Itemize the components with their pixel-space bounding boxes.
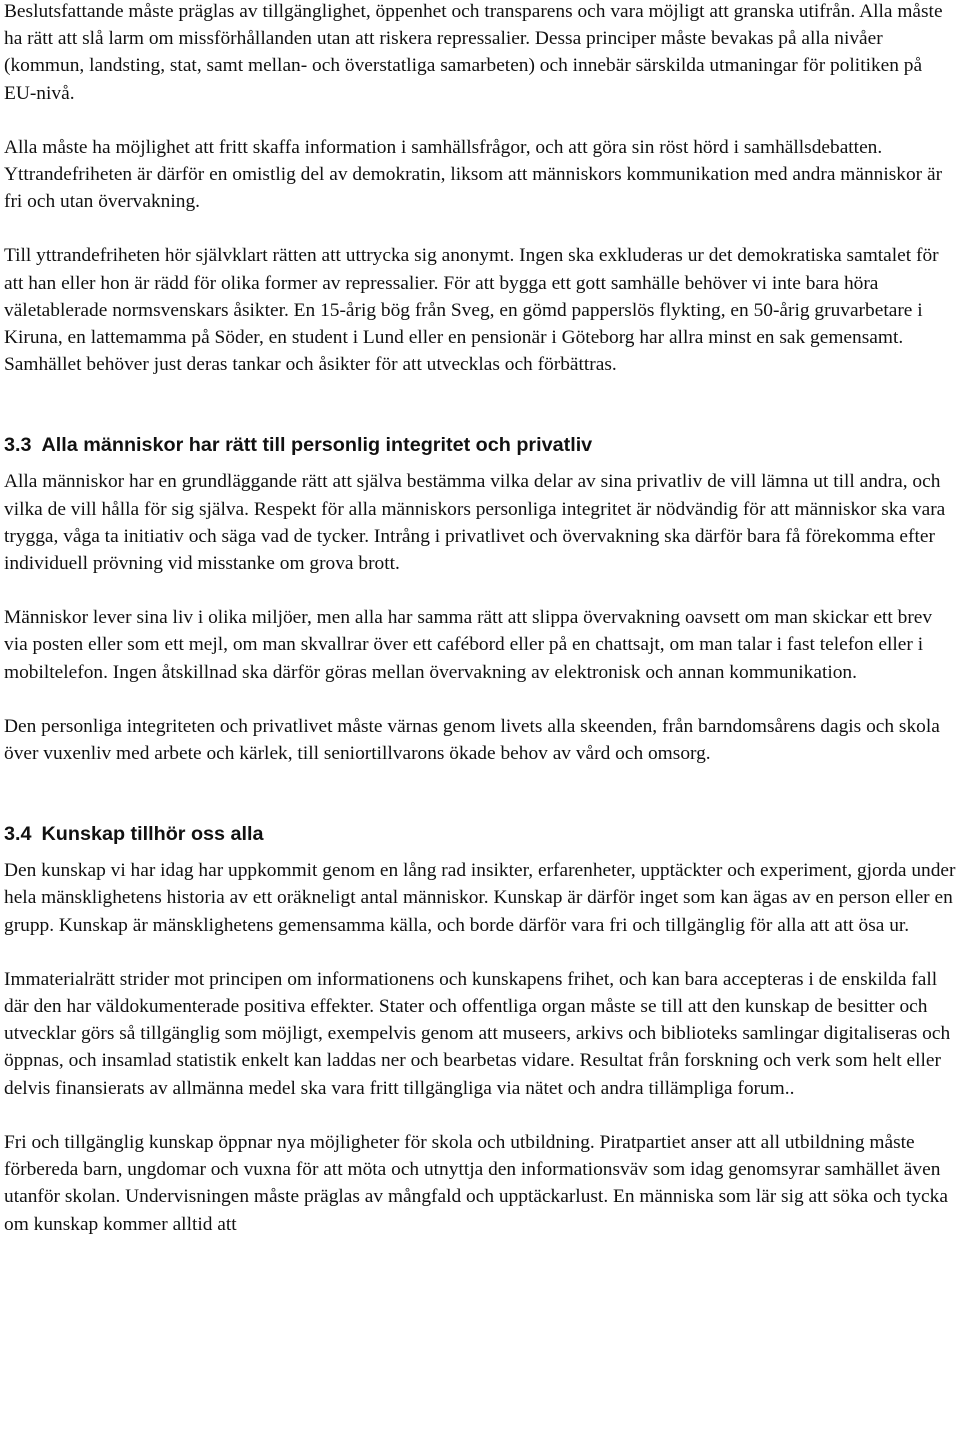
section-spacer bbox=[4, 794, 956, 821]
section-spacer bbox=[4, 405, 956, 432]
intro-paragraph-2: Alla måste ha möjlighet att fritt skaffa information i samhällsfrågor, och att göra sin röst hörd i samhällsdebatten. Yttrandefriheten är därför en omistlig del av demokratin, liksom att människors kommunikation med andra människor är fri och utan övervakning. bbox=[4, 136, 943, 213]
section-heading-3-4 bbox=[4, 821, 956, 848]
section-heading-3-3 bbox=[4, 432, 956, 459]
section-title: Alla människor har rätt till personlig integritet och privatliv bbox=[41, 434, 593, 457]
section-number: 3.4 bbox=[4, 823, 32, 846]
section-3-3-paragraph-3: Den personliga integriteten och privatlivet måste värnas genom livets alla skeenden, från barndomsårens dagis och skola över vuxenliv med arbete och kärlek, till seniortillvarons ökade behov av vård och omsorg. bbox=[4, 715, 940, 765]
section-3-4-paragraph-2: Immaterialrätt strider mot principen om informationens och kunskapens frihet, och kan bara accepteras i de enskilda fall där den har väldokumenterade positiva effekter. Stater och offentliga organ måste se till att den kunskap de besitter och utvecklar görs så tillgänglig som möjligt, exempelvis genom att museers, arkivs och biblioteks samlingar digitaliseras och öppnas, och insamlad statistik enkelt kan laddas ner och bearbetas vidare. Resultat från forskning och verk som helt eller delvis finansierats av allmänna medel ska vara fritt tillgängliga via nätet och andra tillämpliga forum.. bbox=[4, 968, 951, 1099]
document-page bbox=[4, 0, 956, 1265]
intro-paragraph-1: Beslutsfattande måste präglas av tillgänglighet, öppenhet och transparens och vara möjligt att granska utifrån. Alla måste ha rätt att slå larm om missförhållanden utan att riskera repressalier. Dessa principer måste bevakas på alla nivåer (kommun, landsting, stat, samt mellan- och överstatliga samarbeten) och innebär särskilda utmaningar för politiken på EU-nivå. bbox=[4, 1, 943, 104]
intro-paragraph-3: Till yttrandefriheten hör självklart rätten att uttrycka sig anonymt. Ingen ska exkluderas ur det demokratiska samtalet för att han eller hon är rädd för olika former av repressalier. För att bygga ett gott samhälle behöver vi inte bara höra väletablerade normsvenskars åsikter. En 15-årig bög från Sveg, en gömd papperslös flykting, en 50-årig gruvarbetare i Kiruna, en lattemamma på Söder, en student i Lund eller en pensionär i Göteborg har allra minst en sak gemensamt. Samhället behöver just deras tankar och åsikter för att utvecklas och förbättras. bbox=[4, 245, 939, 376]
section-3-4-paragraph-3: Fri och tillgänglig kunskap öppnar nya möjligheter för skola och utbildning. Piratpartiet anser att all utbildning måste förbereda barn, ungdomar och vuxna för att möta och utnyttja den informationsväv som idag genomsyrar samhället även utanför skolan. Undervisningen måste präglas av mångfald och upptäckarlust. En människa som lär sig att söka och tycka om kunskap kommer alltid att bbox=[4, 1131, 948, 1235]
section-3-3-paragraph-1: Alla människor har en grundläggande rätt att själva bestämma vilka delar av sina privatliv de vill lämna ut till andra, och vilka de vill hålla för sig själva. Respekt för alla människors personliga integritet är nödvändig för att människor ska vara trygga, våga ta initiativ och säga vad de tycker. Intrång i privatlivet och övervakning ska därför bara få förekomma efter individuell prövning vid misstanke om grova brott. bbox=[4, 471, 946, 575]
section-number: 3.3 bbox=[4, 434, 32, 457]
section-3-4-paragraph-1: Den kunskap vi har idag har uppkommit genom en lång rad insikter, erfarenheter, upptäckter och experiment, gjorda under hela mänsklighetens historia av ett oräkneligt antal människor. Kunskap är därför inget som kan ägas av en person eller en grupp. Kunskap är mänsklighetens gemensamma källa, och borde därför vara fri och tillgänglig för alla att att ösa ur. bbox=[4, 860, 956, 936]
section-3-3-paragraph-2: Människor lever sina liv i olika miljöer, men alla har samma rätt att slippa övervakning oavsett om man skickar ett brev via posten eller som ett mejl, om man skvallrar över ett cafébord eller på en chattsajt, om man talar i fast telefon eller i mobiltelefon. Ingen åtskillnad ska därför göras mellan övervakning av elektronisk och annan kommunikation. bbox=[4, 607, 933, 683]
section-title: Kunskap tillhör oss alla bbox=[41, 823, 264, 846]
